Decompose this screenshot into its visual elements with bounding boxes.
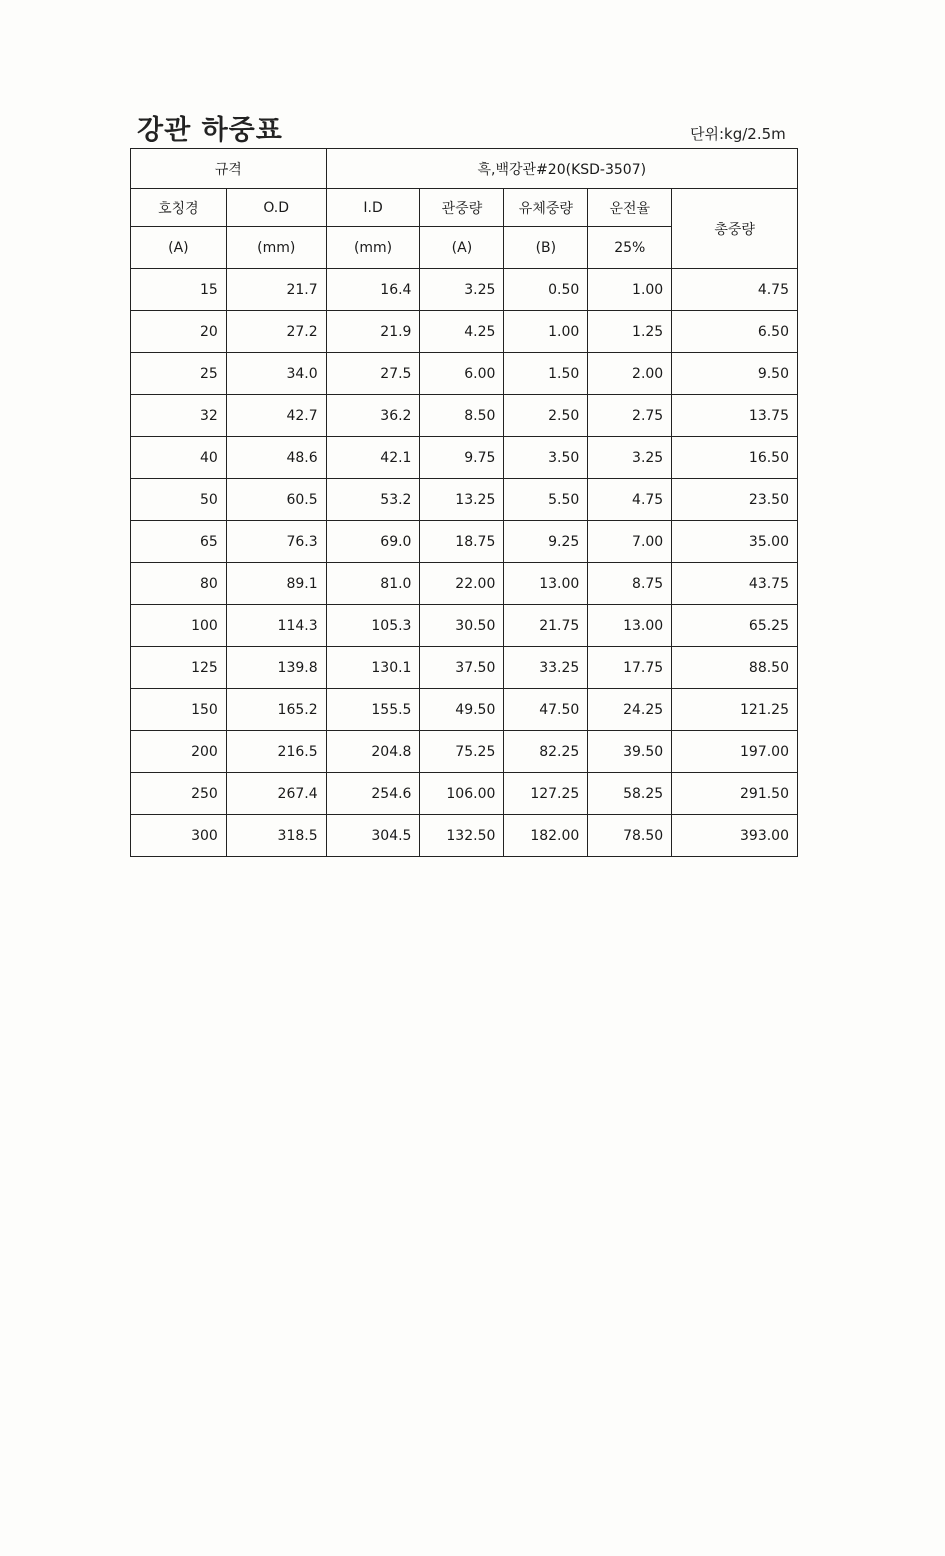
pipe-weight-cell: 3.25	[420, 269, 504, 311]
table-body	[131, 269, 798, 857]
nominal-cell: 50	[131, 479, 227, 521]
pipe-weight-cell: 75.25	[420, 731, 504, 773]
pipe-weight-cell: 13.25	[420, 479, 504, 521]
total-weight-cell: 88.50	[672, 647, 798, 689]
col-header-pipe-weight: 관중량	[420, 189, 504, 227]
nominal-cell: 300	[131, 815, 227, 857]
id-cell: 254.6	[326, 773, 420, 815]
nominal-cell: 100	[131, 605, 227, 647]
pipe-weight-cell: 4.25	[420, 311, 504, 353]
total-weight-cell: 9.50	[672, 353, 798, 395]
operation-rate-cell: 13.00	[588, 605, 672, 647]
nominal-cell: 250	[131, 773, 227, 815]
operation-rate-cell: 2.00	[588, 353, 672, 395]
col-unit-operation-rate: 25%	[588, 227, 672, 269]
nominal-cell: 200	[131, 731, 227, 773]
operation-rate-cell: 3.25	[588, 437, 672, 479]
nominal-cell: 80	[131, 563, 227, 605]
fluid-weight-cell: 182.00	[504, 815, 588, 857]
col-unit-pipe-weight: (A)	[420, 227, 504, 269]
table-row	[131, 815, 798, 857]
fluid-weight-cell: 5.50	[504, 479, 588, 521]
operation-rate-cell: 24.25	[588, 689, 672, 731]
fluid-weight-cell: 13.00	[504, 563, 588, 605]
pipe-weight-cell: 8.50	[420, 395, 504, 437]
operation-rate-cell: 8.75	[588, 563, 672, 605]
operation-rate-cell: 58.25	[588, 773, 672, 815]
id-cell: 27.5	[326, 353, 420, 395]
total-weight-cell: 13.75	[672, 395, 798, 437]
od-cell: 216.5	[226, 731, 326, 773]
fluid-weight-cell: 82.25	[504, 731, 588, 773]
table-row	[131, 563, 798, 605]
od-cell: 267.4	[226, 773, 326, 815]
col-unit-id: (mm)	[326, 227, 420, 269]
id-cell: 155.5	[326, 689, 420, 731]
nominal-cell: 32	[131, 395, 227, 437]
od-cell: 76.3	[226, 521, 326, 563]
od-cell: 21.7	[226, 269, 326, 311]
col-unit-nominal: (A)	[131, 227, 227, 269]
od-cell: 318.5	[226, 815, 326, 857]
id-cell: 36.2	[326, 395, 420, 437]
id-cell: 69.0	[326, 521, 420, 563]
nominal-cell: 150	[131, 689, 227, 731]
id-cell: 53.2	[326, 479, 420, 521]
total-weight-cell: 393.00	[672, 815, 798, 857]
id-cell: 105.3	[326, 605, 420, 647]
pipe-load-table	[130, 148, 798, 857]
fluid-weight-cell: 1.00	[504, 311, 588, 353]
id-cell: 130.1	[326, 647, 420, 689]
id-cell: 21.9	[326, 311, 420, 353]
table-row	[131, 689, 798, 731]
od-cell: 60.5	[226, 479, 326, 521]
id-cell: 16.4	[326, 269, 420, 311]
pipe-weight-cell: 37.50	[420, 647, 504, 689]
total-weight-cell: 23.50	[672, 479, 798, 521]
pipe-weight-cell: 9.75	[420, 437, 504, 479]
pipe-weight-cell: 106.00	[420, 773, 504, 815]
spec-group-header: 규격	[131, 149, 327, 189]
table-row	[131, 647, 798, 689]
pipe-weight-cell: 18.75	[420, 521, 504, 563]
table-row	[131, 437, 798, 479]
fluid-weight-cell: 21.75	[504, 605, 588, 647]
id-cell: 81.0	[326, 563, 420, 605]
table-row	[131, 395, 798, 437]
table-row	[131, 605, 798, 647]
total-weight-cell: 4.75	[672, 269, 798, 311]
col-unit-od: (mm)	[226, 227, 326, 269]
operation-rate-cell: 39.50	[588, 731, 672, 773]
od-cell: 27.2	[226, 311, 326, 353]
operation-rate-cell: 7.00	[588, 521, 672, 563]
total-weight-cell: 16.50	[672, 437, 798, 479]
od-cell: 48.6	[226, 437, 326, 479]
total-weight-cell: 121.25	[672, 689, 798, 731]
pipe-weight-cell: 22.00	[420, 563, 504, 605]
nominal-cell: 25	[131, 353, 227, 395]
operation-rate-cell: 1.25	[588, 311, 672, 353]
id-cell: 304.5	[326, 815, 420, 857]
id-cell: 42.1	[326, 437, 420, 479]
nominal-cell: 125	[131, 647, 227, 689]
total-weight-cell: 65.25	[672, 605, 798, 647]
pipe-weight-cell: 132.50	[420, 815, 504, 857]
col-header-id: I.D	[326, 189, 420, 227]
total-weight-cell: 291.50	[672, 773, 798, 815]
table-row	[131, 311, 798, 353]
pipe-weight-cell: 30.50	[420, 605, 504, 647]
pipe-weight-cell: 49.50	[420, 689, 504, 731]
total-weight-cell: 6.50	[672, 311, 798, 353]
fluid-weight-cell: 47.50	[504, 689, 588, 731]
table-row	[131, 353, 798, 395]
total-weight-cell: 43.75	[672, 563, 798, 605]
col-header-nominal: 호칭경	[131, 189, 227, 227]
od-cell: 34.0	[226, 353, 326, 395]
col-header-operation-rate: 운전율	[588, 189, 672, 227]
id-cell: 204.8	[326, 731, 420, 773]
fluid-weight-cell: 2.50	[504, 395, 588, 437]
col-header-od: O.D	[226, 189, 326, 227]
unit-label: 단위:kg/2.5m	[690, 125, 786, 143]
fluid-weight-cell: 127.25	[504, 773, 588, 815]
page-title: 강관 하중표	[137, 115, 283, 146]
fluid-weight-cell: 9.25	[504, 521, 588, 563]
operation-rate-cell: 4.75	[588, 479, 672, 521]
table-row	[131, 479, 798, 521]
operation-rate-cell: 1.00	[588, 269, 672, 311]
table-row	[131, 269, 798, 311]
operation-rate-cell: 2.75	[588, 395, 672, 437]
table-row	[131, 773, 798, 815]
operation-rate-cell: 78.50	[588, 815, 672, 857]
total-weight-cell: 197.00	[672, 731, 798, 773]
col-header-total-weight: 총중량	[672, 189, 798, 269]
table-row	[131, 521, 798, 563]
fluid-weight-cell: 1.50	[504, 353, 588, 395]
table-row	[131, 731, 798, 773]
col-header-fluid-weight: 유체중량	[504, 189, 588, 227]
pipe-group-header: 흑,백강관#20(KSD-3507)	[326, 149, 797, 189]
fluid-weight-cell: 33.25	[504, 647, 588, 689]
fluid-weight-cell: 3.50	[504, 437, 588, 479]
nominal-cell: 65	[131, 521, 227, 563]
od-cell: 42.7	[226, 395, 326, 437]
nominal-cell: 20	[131, 311, 227, 353]
nominal-cell: 15	[131, 269, 227, 311]
pipe-weight-cell: 6.00	[420, 353, 504, 395]
operation-rate-cell: 17.75	[588, 647, 672, 689]
od-cell: 165.2	[226, 689, 326, 731]
total-weight-cell: 35.00	[672, 521, 798, 563]
od-cell: 114.3	[226, 605, 326, 647]
col-unit-fluid-weight: (B)	[504, 227, 588, 269]
fluid-weight-cell: 0.50	[504, 269, 588, 311]
od-cell: 139.8	[226, 647, 326, 689]
nominal-cell: 40	[131, 437, 227, 479]
od-cell: 89.1	[226, 563, 326, 605]
